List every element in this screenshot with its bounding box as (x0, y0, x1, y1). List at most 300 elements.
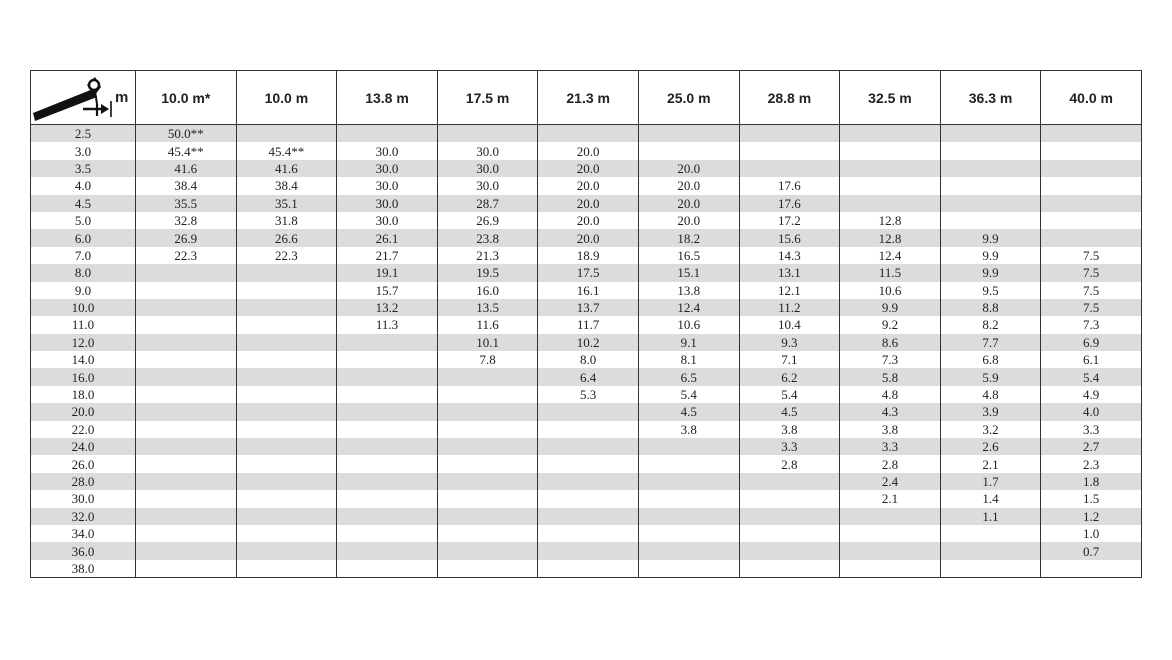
capacity-cell: 26.9 (136, 229, 237, 246)
radius-cell: 4.5 (31, 195, 136, 212)
capacity-cell: 7.5 (1041, 299, 1142, 316)
capacity-cell (236, 490, 337, 507)
radius-cell: 32.0 (31, 508, 136, 525)
capacity-cell (840, 160, 941, 177)
capacity-cell (136, 316, 237, 333)
table-row (31, 177, 1142, 194)
capacity-cell: 2.4 (840, 473, 941, 490)
corner-header (31, 71, 136, 125)
capacity-cell (538, 525, 639, 542)
capacity-cell (236, 368, 337, 385)
capacity-cell: 7.1 (739, 351, 840, 368)
capacity-cell: 20.0 (538, 195, 639, 212)
capacity-cell (739, 508, 840, 525)
radius-cell: 22.0 (31, 421, 136, 438)
capacity-cell: 7.5 (1041, 247, 1142, 264)
boom-length-header: 10.0 m (236, 71, 337, 125)
capacity-cell: 3.8 (739, 421, 840, 438)
capacity-cell: 31.8 (236, 212, 337, 229)
capacity-cell (437, 438, 538, 455)
table-row (31, 125, 1142, 143)
capacity-cell (236, 282, 337, 299)
capacity-cell: 3.3 (840, 438, 941, 455)
capacity-cell (638, 455, 739, 472)
capacity-cell (236, 125, 337, 143)
capacity-cell: 2.3 (1041, 455, 1142, 472)
capacity-cell: 28.7 (437, 195, 538, 212)
capacity-cell: 30.0 (337, 142, 438, 159)
capacity-cell: 3.3 (739, 438, 840, 455)
boom-length-header: 10.0 m* (136, 71, 237, 125)
capacity-cell: 15.1 (638, 264, 739, 281)
capacity-cell: 11.3 (337, 316, 438, 333)
capacity-cell: 6.2 (739, 368, 840, 385)
table-row (31, 455, 1142, 472)
capacity-cell (236, 421, 337, 438)
capacity-cell (1041, 195, 1142, 212)
capacity-cell: 5.4 (1041, 368, 1142, 385)
capacity-cell (1041, 229, 1142, 246)
capacity-cell (940, 160, 1041, 177)
radius-cell: 18.0 (31, 386, 136, 403)
capacity-cell: 12.8 (840, 229, 941, 246)
radius-cell: 3.5 (31, 160, 136, 177)
capacity-cell: 6.8 (940, 351, 1041, 368)
capacity-cell: 9.9 (940, 264, 1041, 281)
radius-cell: 38.0 (31, 560, 136, 578)
capacity-cell: 10.6 (840, 282, 941, 299)
radius-cell: 30.0 (31, 490, 136, 507)
capacity-cell: 6.5 (638, 368, 739, 385)
capacity-cell (940, 542, 1041, 559)
capacity-cell (437, 525, 538, 542)
capacity-cell (638, 142, 739, 159)
capacity-cell (538, 421, 639, 438)
capacity-cell: 17.6 (739, 177, 840, 194)
table-row (31, 316, 1142, 333)
capacity-cell: 10.6 (638, 316, 739, 333)
capacity-cell: 12.8 (840, 212, 941, 229)
capacity-cell: 15.6 (739, 229, 840, 246)
capacity-cell (940, 195, 1041, 212)
capacity-cell: 38.4 (136, 177, 237, 194)
capacity-cell: 13.5 (437, 299, 538, 316)
capacity-cell: 16.5 (638, 247, 739, 264)
capacity-cell: 17.6 (739, 195, 840, 212)
capacity-cell (940, 560, 1041, 578)
capacity-cell: 13.8 (638, 282, 739, 299)
capacity-cell (538, 508, 639, 525)
capacity-cell (136, 490, 237, 507)
boom-length-header: 21.3 m (538, 71, 639, 125)
capacity-cell: 9.1 (638, 334, 739, 351)
capacity-cell: 30.0 (437, 160, 538, 177)
capacity-cell: 13.2 (337, 299, 438, 316)
capacity-cell: 23.8 (437, 229, 538, 246)
capacity-cell (236, 351, 337, 368)
capacity-cell (437, 386, 538, 403)
table-row (31, 351, 1142, 368)
capacity-cell (739, 560, 840, 578)
capacity-cell (840, 125, 941, 143)
capacity-cell (538, 560, 639, 578)
capacity-cell (136, 299, 237, 316)
boom-length-header: 28.8 m (739, 71, 840, 125)
capacity-cell: 4.3 (840, 403, 941, 420)
boom-length-header: 40.0 m (1041, 71, 1142, 125)
capacity-cell: 6.9 (1041, 334, 1142, 351)
capacity-cell: 16.1 (538, 282, 639, 299)
capacity-cell (739, 160, 840, 177)
capacity-cell (337, 473, 438, 490)
capacity-cell (638, 490, 739, 507)
capacity-cell: 5.9 (940, 368, 1041, 385)
table-row (31, 282, 1142, 299)
capacity-cell: 30.0 (337, 195, 438, 212)
table-row (31, 438, 1142, 455)
capacity-cell (940, 525, 1041, 542)
table-row (31, 386, 1142, 403)
capacity-cell (638, 508, 739, 525)
radius-cell: 6.0 (31, 229, 136, 246)
capacity-cell (236, 508, 337, 525)
boom-length-header: 32.5 m (840, 71, 941, 125)
boom-length-header: 36.3 m (940, 71, 1041, 125)
capacity-cell (940, 142, 1041, 159)
capacity-cell (337, 438, 438, 455)
capacity-cell: 1.8 (1041, 473, 1142, 490)
capacity-cell (638, 438, 739, 455)
capacity-cell: 2.1 (840, 490, 941, 507)
radius-cell: 26.0 (31, 455, 136, 472)
capacity-cell: 9.9 (840, 299, 941, 316)
capacity-cell: 2.8 (840, 455, 941, 472)
capacity-cell (136, 438, 237, 455)
capacity-cell: 4.8 (940, 386, 1041, 403)
table-row (31, 490, 1142, 507)
radius-cell: 5.0 (31, 212, 136, 229)
capacity-cell (1041, 560, 1142, 578)
capacity-cell (940, 125, 1041, 143)
capacity-cell (538, 455, 639, 472)
radius-cell: 2.5 (31, 125, 136, 143)
capacity-cell (236, 438, 337, 455)
capacity-cell (538, 473, 639, 490)
radius-cell: 9.0 (31, 282, 136, 299)
table-row (31, 403, 1142, 420)
capacity-cell (236, 316, 337, 333)
capacity-cell (236, 455, 337, 472)
capacity-cell (437, 473, 538, 490)
capacity-cell (437, 542, 538, 559)
capacity-cell: 6.1 (1041, 351, 1142, 368)
capacity-cell: 3.3 (1041, 421, 1142, 438)
capacity-cell (840, 508, 941, 525)
capacity-cell: 35.1 (236, 195, 337, 212)
capacity-cell (136, 403, 237, 420)
capacity-cell (337, 490, 438, 507)
radius-cell: 12.0 (31, 334, 136, 351)
capacity-cell: 5.3 (538, 386, 639, 403)
capacity-cell (136, 264, 237, 281)
capacity-cell: 3.8 (638, 421, 739, 438)
capacity-cell (840, 195, 941, 212)
capacity-cell: 0.7 (1041, 542, 1142, 559)
capacity-cell: 8.1 (638, 351, 739, 368)
capacity-cell: 4.9 (1041, 386, 1142, 403)
capacity-cell (1041, 160, 1142, 177)
capacity-cell: 45.4** (236, 142, 337, 159)
capacity-cell (739, 142, 840, 159)
capacity-cell (337, 334, 438, 351)
capacity-cell: 20.0 (538, 177, 639, 194)
capacity-cell: 20.0 (638, 212, 739, 229)
capacity-cell: 12.4 (840, 247, 941, 264)
capacity-cell: 21.7 (337, 247, 438, 264)
capacity-cell: 3.8 (840, 421, 941, 438)
capacity-cell: 3.2 (940, 421, 1041, 438)
capacity-cell: 1.7 (940, 473, 1041, 490)
capacity-cell: 21.3 (437, 247, 538, 264)
capacity-cell (940, 212, 1041, 229)
capacity-cell (840, 177, 941, 194)
capacity-cell: 2.6 (940, 438, 1041, 455)
capacity-cell: 4.8 (840, 386, 941, 403)
capacity-cell: 1.0 (1041, 525, 1142, 542)
capacity-cell (337, 508, 438, 525)
capacity-cell: 12.1 (739, 282, 840, 299)
capacity-cell (840, 142, 941, 159)
capacity-cell: 45.4** (136, 142, 237, 159)
capacity-cell: 20.0 (538, 142, 639, 159)
capacity-cell: 2.1 (940, 455, 1041, 472)
capacity-cell (136, 473, 237, 490)
capacity-cell: 22.3 (136, 247, 237, 264)
capacity-cell (739, 542, 840, 559)
capacity-cell: 9.3 (739, 334, 840, 351)
table-row (31, 560, 1142, 578)
capacity-cell: 18.9 (538, 247, 639, 264)
capacity-cell: 41.6 (236, 160, 337, 177)
capacity-cell: 7.3 (1041, 316, 1142, 333)
capacity-cell (136, 421, 237, 438)
capacity-cell (739, 473, 840, 490)
capacity-cell (1041, 142, 1142, 159)
capacity-cell: 30.0 (337, 212, 438, 229)
capacity-cell (437, 368, 538, 385)
table-row (31, 542, 1142, 559)
capacity-cell (337, 403, 438, 420)
radius-cell: 36.0 (31, 542, 136, 559)
capacity-cell: 20.0 (538, 160, 639, 177)
capacity-cell (337, 542, 438, 559)
capacity-cell: 19.5 (437, 264, 538, 281)
capacity-cell (739, 525, 840, 542)
table-row (31, 368, 1142, 385)
capacity-cell: 30.0 (337, 177, 438, 194)
capacity-cell: 8.0 (538, 351, 639, 368)
corner-unit-label: m (115, 89, 129, 106)
capacity-cell: 13.7 (538, 299, 639, 316)
capacity-cell: 9.9 (940, 229, 1041, 246)
radius-cell: 8.0 (31, 264, 136, 281)
capacity-cell: 7.5 (1041, 264, 1142, 281)
radius-cell: 14.0 (31, 351, 136, 368)
table-row (31, 195, 1142, 212)
radius-cell: 24.0 (31, 438, 136, 455)
radius-cell: 7.0 (31, 247, 136, 264)
radius-cell: 3.0 (31, 142, 136, 159)
table-row (31, 212, 1142, 229)
capacity-cell (638, 542, 739, 559)
table-row (31, 299, 1142, 316)
boom-length-header: 25.0 m (638, 71, 739, 125)
boom-length-header: 17.5 m (437, 71, 538, 125)
capacity-cell (236, 386, 337, 403)
capacity-cell (236, 264, 337, 281)
capacity-cell: 13.1 (739, 264, 840, 281)
capacity-cell (1041, 177, 1142, 194)
capacity-cell: 30.0 (437, 142, 538, 159)
capacity-cell (739, 490, 840, 507)
capacity-cell: 1.1 (940, 508, 1041, 525)
capacity-cell (538, 125, 639, 143)
capacity-cell: 17.2 (739, 212, 840, 229)
capacity-cell: 15.7 (337, 282, 438, 299)
radius-cell: 34.0 (31, 525, 136, 542)
capacity-cell: 19.1 (337, 264, 438, 281)
radius-cell: 28.0 (31, 473, 136, 490)
capacity-cell (940, 177, 1041, 194)
capacity-cell: 41.6 (136, 160, 237, 177)
capacity-cell: 4.5 (638, 403, 739, 420)
capacity-cell (337, 351, 438, 368)
capacity-cell (337, 560, 438, 578)
capacity-cell (136, 282, 237, 299)
capacity-cell: 1.2 (1041, 508, 1142, 525)
capacity-cell (337, 421, 438, 438)
capacity-cell (337, 455, 438, 472)
capacity-cell (739, 125, 840, 143)
capacity-cell (136, 525, 237, 542)
capacity-cell: 5.4 (739, 386, 840, 403)
load-chart-table (30, 70, 1142, 578)
table-row (31, 264, 1142, 281)
capacity-cell: 3.9 (940, 403, 1041, 420)
capacity-cell (236, 542, 337, 559)
capacity-cell: 2.8 (739, 455, 840, 472)
capacity-cell: 9.5 (940, 282, 1041, 299)
radius-cell: 11.0 (31, 316, 136, 333)
boom-length-header: 13.8 m (337, 71, 438, 125)
table-row (31, 473, 1142, 490)
header-row (31, 71, 1142, 125)
capacity-cell: 1.5 (1041, 490, 1142, 507)
capacity-cell: 12.4 (638, 299, 739, 316)
capacity-cell (136, 560, 237, 578)
table-row (31, 229, 1142, 246)
capacity-cell (337, 368, 438, 385)
capacity-cell: 20.0 (638, 177, 739, 194)
capacity-cell: 18.2 (638, 229, 739, 246)
capacity-cell: 7.8 (437, 351, 538, 368)
capacity-cell (337, 125, 438, 143)
radius-cell: 4.0 (31, 177, 136, 194)
capacity-cell: 26.1 (337, 229, 438, 246)
capacity-cell: 4.5 (739, 403, 840, 420)
capacity-cell (437, 455, 538, 472)
capacity-cell (437, 490, 538, 507)
capacity-cell (136, 334, 237, 351)
capacity-cell: 10.1 (437, 334, 538, 351)
capacity-cell (136, 351, 237, 368)
capacity-cell: 35.5 (136, 195, 237, 212)
capacity-cell: 8.6 (840, 334, 941, 351)
capacity-cell: 11.7 (538, 316, 639, 333)
capacity-cell: 30.0 (437, 177, 538, 194)
capacity-cell: 6.4 (538, 368, 639, 385)
capacity-cell: 8.2 (940, 316, 1041, 333)
capacity-cell (236, 403, 337, 420)
capacity-cell (638, 525, 739, 542)
capacity-cell: 30.0 (337, 160, 438, 177)
radius-cell: 10.0 (31, 299, 136, 316)
capacity-cell (538, 438, 639, 455)
capacity-cell (840, 560, 941, 578)
capacity-cell (538, 542, 639, 559)
capacity-cell: 9.2 (840, 316, 941, 333)
capacity-cell (136, 368, 237, 385)
capacity-cell (538, 490, 639, 507)
capacity-cell: 20.0 (638, 160, 739, 177)
capacity-cell (638, 473, 739, 490)
radius-cell: 20.0 (31, 403, 136, 420)
capacity-cell (840, 525, 941, 542)
capacity-cell: 9.9 (940, 247, 1041, 264)
capacity-cell: 7.7 (940, 334, 1041, 351)
capacity-cell: 1.4 (940, 490, 1041, 507)
capacity-cell (638, 560, 739, 578)
capacity-cell (638, 125, 739, 143)
table-row (31, 508, 1142, 525)
table-body (31, 125, 1142, 578)
table-row (31, 421, 1142, 438)
capacity-cell: 38.4 (236, 177, 337, 194)
capacity-cell (437, 421, 538, 438)
capacity-cell (337, 525, 438, 542)
capacity-cell: 10.2 (538, 334, 639, 351)
capacity-cell: 14.3 (739, 247, 840, 264)
capacity-cell: 20.0 (638, 195, 739, 212)
capacity-cell: 20.0 (538, 212, 639, 229)
capacity-cell: 26.6 (236, 229, 337, 246)
capacity-cell: 5.8 (840, 368, 941, 385)
table-row (31, 334, 1142, 351)
capacity-cell (236, 560, 337, 578)
capacity-cell (437, 560, 538, 578)
table-row (31, 525, 1142, 542)
capacity-cell: 16.0 (437, 282, 538, 299)
table-row (31, 247, 1142, 264)
capacity-cell (136, 455, 237, 472)
capacity-cell (437, 508, 538, 525)
capacity-cell: 11.5 (840, 264, 941, 281)
capacity-cell (236, 525, 337, 542)
capacity-cell (437, 403, 538, 420)
capacity-cell (236, 473, 337, 490)
capacity-cell (437, 125, 538, 143)
capacity-cell: 4.0 (1041, 403, 1142, 420)
